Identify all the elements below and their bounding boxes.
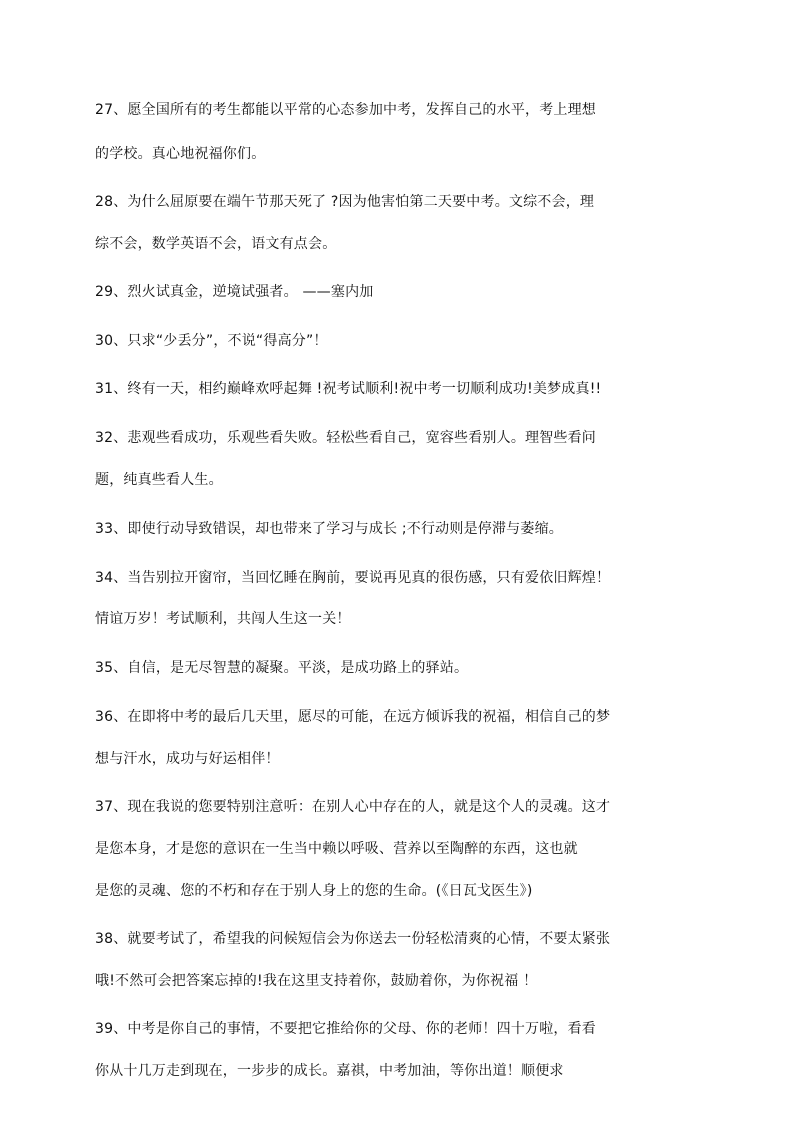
text-line-36b: 想与汗水，成功与好运相伴！ <box>95 751 280 767</box>
text-line-37a: 37、现在我说的您要特别注意听：在别人心中存在的人，就是这个人的灵魂。这才 <box>95 799 611 815</box>
text-line-33: 33、即使行动导致错误，却也带来了学习与成长 ;不行动则是停滞与萎缩。 <box>95 521 563 537</box>
text-line-37c: 是您的灵魂、您的不朽和存在于别人身上的您的生命。(《日瓦戈医生》) <box>95 883 533 899</box>
text-line-38a: 38、就要考试了，希望我的问候短信会为你送去一份轻松清爽的心情，不要太紧张 <box>95 931 611 947</box>
text-line-32b: 题，纯真些看人生。 <box>95 472 223 488</box>
text-line-27b: 的学校。真心地祝福你们。 <box>95 146 266 162</box>
text-line-39b: 你从十几万走到现在，一步步的成长。嘉祺，中考加油，等你出道！顺便求 <box>95 1063 564 1079</box>
text-line-29: 29、烈火试真金，逆境试强者。 ——塞内加 <box>95 284 374 300</box>
text-line-32a: 32、悲观些看成功，乐观些看失败。轻松些看自己，宽容些看别人。理智些看问 <box>95 430 597 446</box>
text-line-37b: 是您本身，才是您的意识在一生当中赖以呼吸、营养以至陶醉的东西，这也就 <box>95 841 578 857</box>
text-line-39a: 39、中考是你自己的事情，不要把它推给你的父母、你的老师！四十万啦，看看 <box>95 1021 597 1037</box>
text-line-30: 30、只求“少丢分”，不说“得高分”！ <box>95 333 328 349</box>
text-line-34b: 情谊万岁！考试顺利，共闯人生这一关！ <box>95 611 351 627</box>
text-line-36a: 36、在即将中考的最后几天里，愿尽的可能，在远方倾诉我的祝福，相信自己的梦 <box>95 709 611 725</box>
text-line-35: 35、自信，是无尽智慧的凝聚。平淡，是成功路上的驿站。 <box>95 660 469 676</box>
text-line-27a: 27、愿全国所有的考生都能以平常的心态参加中考，发挥自己的水平，考上理想 <box>95 102 597 118</box>
text-line-38b: 哦!不然可会把答案忘掉的!我在这里支持着你，鼓励着你，为你祝福 ！ <box>95 973 538 989</box>
text-line-31: 31、终有一天，相约巅峰欢呼起舞 !祝考试顺利!祝中考一切顺利成功!美梦成真!! <box>95 381 602 397</box>
text-line-28b: 综不会，数学英语不会，语文有点会。 <box>95 236 337 252</box>
text-line-34a: 34、当告别拉开窗帘，当回忆睡在胸前，要说再见真的很伤感，只有爱依旧辉煌！ <box>95 570 611 586</box>
text-line-28a: 28、为什么屈原要在端午节那天死了 ?因为他害怕第二天要中考。文综不会，理 <box>95 194 595 210</box>
